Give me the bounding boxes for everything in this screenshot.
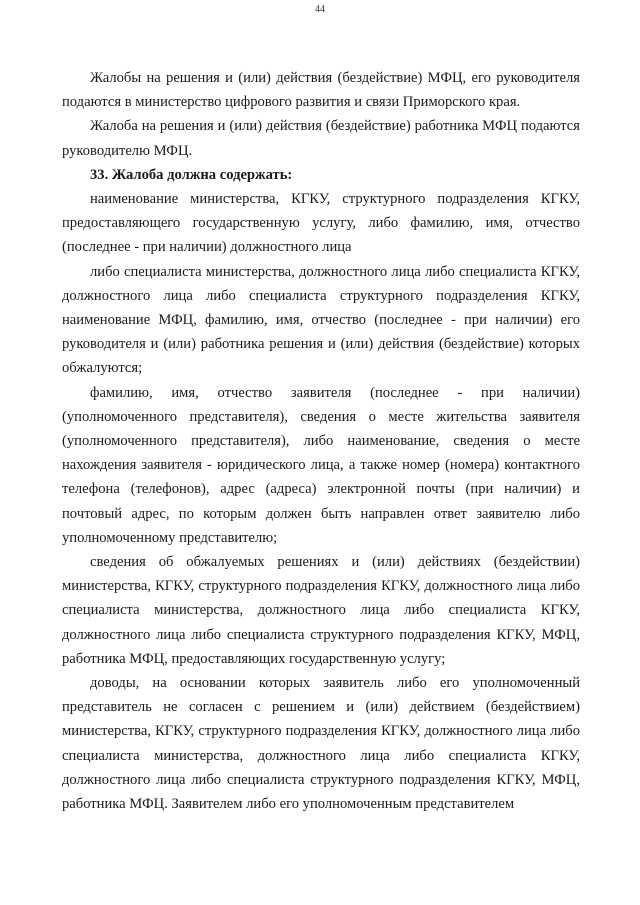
document-body [62, 66, 580, 816]
paragraph-mfc-complaints: Жалобы на решения и (или) действия (бездействие) МФЦ, его руководителя подаются в министерство цифрового развития и связи Приморского края. [62, 70, 580, 111]
paragraph-appealed-decisions: сведения об обжалуемых решениях и (или) действиях (бездействии) министерства, КГКУ, структурного подразделения КГКУ, должностного лица либо специалиста министерства, должностного лица либо специалиста КГКУ, должностного лица либо специалиста структурного подразделения КГКУ, МФЦ, работника МФЦ, предоставляющих государственную услугу; [62, 554, 580, 667]
paragraph-arguments: доводы, на основании которых заявитель либо его уполномоченный представитель не согласен с решением и (или) действием (бездействием) министерства, КГКУ, структурного подразделения КГКУ, должностного лица либо специалиста министерства, должностного лица либо специалиста КГКУ, должностного лица либо специалиста структурного подразделения КГКУ, МФЦ, работника МФЦ. Заявителем либо его уполномоченным представителем [62, 675, 580, 813]
paragraph-mfc-worker-complaints: Жалоба на решения и (или) действия (бездействие) работника МФЦ подаются руководителю МФЦ. [62, 118, 580, 159]
section-heading-33: 33. Жалоба должна содержать: [90, 166, 293, 183]
paragraph-ministry-name: наименование министерства, КГКУ, структурного подразделения КГКУ, предоставляющего государственную услугу, либо фамилию, имя, отчество (последнее - при наличии) должностного лица [62, 191, 580, 256]
paragraph-applicant-info: фамилию, имя, отчество заявителя (последнее - при наличии) (уполномоченного представителя), сведения о месте жительства заявителя (уполномоченного представителя), либо наименование, сведения о месте нахождения заявителя - юридического лица, а также номер (номера) контактного телефона (телефонов), адрес (адреса) электронной почты (при наличии) и почтовый адрес, по которым должен быть направлен ответ заявителю либо уполномоченному представителю; [62, 384, 580, 546]
page-number: 44 [315, 4, 325, 15]
paragraph-specialist-name: либо специалиста министерства, должностного лица либо специалиста КГКУ, должностного лица либо специалиста структурного подразделения КГКУ, наименование МФЦ, фамилию, имя, отчество (последнее - при наличии) его руководителя и (или) работника решения и (или) действия (бездействие) которых обжалуются; [62, 263, 580, 377]
